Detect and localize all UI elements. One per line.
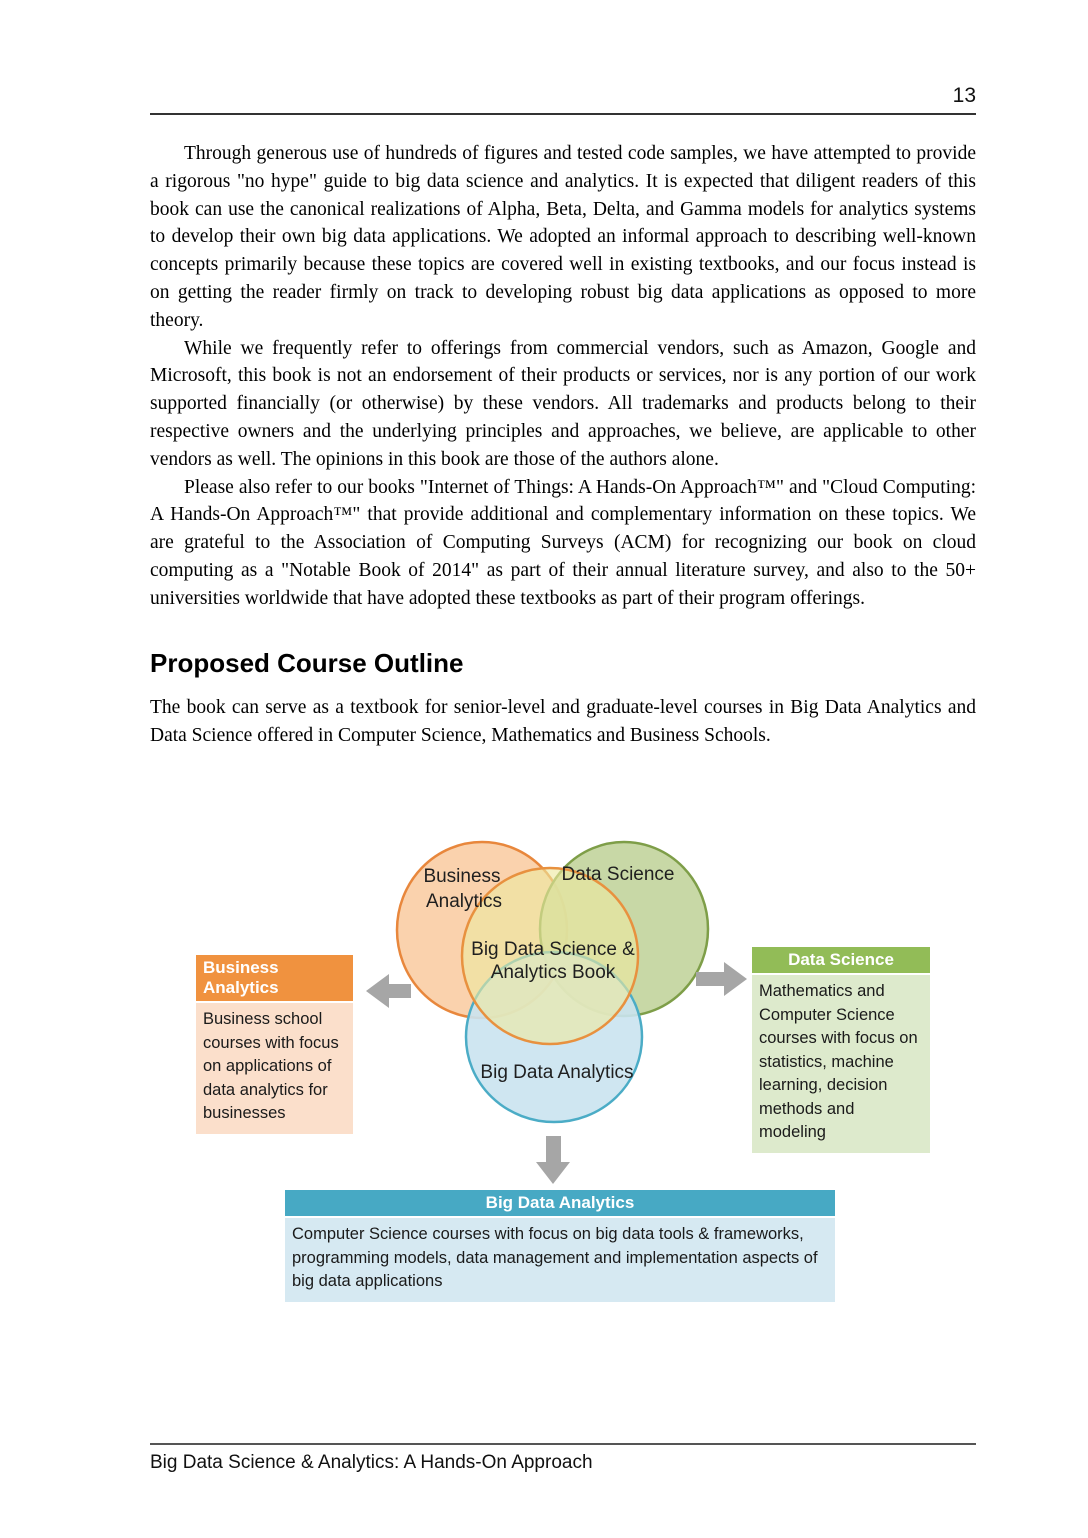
- page-number: 13: [952, 84, 976, 107]
- big-data-analytics-box-title: Big Data Analytics: [285, 1190, 835, 1216]
- arrow-left-icon: [366, 974, 411, 1008]
- footer-book-title: Big Data Science & Analytics: A Hands-On Approach: [150, 1452, 593, 1473]
- paragraph-2: While we frequently refer to offerings from commercial vendors, such as Amazon, Google and Microsoft, this book is not an endorsement of their products or services, nor is any portion of our work supported financially (or otherwise) by these vendors. All trademarks and products belong to their respective owners and the underlying principles and approaches, we believe, are applicable to other vendors as well. The opinions in this book are those of the authors alone.: [150, 337, 976, 470]
- footer-rule: [150, 1443, 976, 1445]
- body-text: [150, 140, 976, 750]
- big-data-analytics-box-body: Computer Science courses with focus on big data tools & frameworks, programming models, data management and implementation aspects of big data applications: [285, 1218, 835, 1302]
- big-data-analytics-circle-label: Big Data Analytics: [480, 1062, 634, 1083]
- arrow-right-icon: [696, 962, 747, 996]
- business-analytics-circle-label-line1: Business: [423, 866, 501, 887]
- center-book-label-line2: Analytics Book: [490, 962, 616, 983]
- course-outline-diagram: [0, 830, 1088, 1310]
- business-analytics-circle-label-line2: Analytics: [425, 891, 503, 912]
- arrow-down-icon: [536, 1136, 570, 1184]
- data-science-box-title: Data Science: [752, 947, 930, 973]
- data-science-circle-label: Data Science: [561, 864, 675, 885]
- center-book-label-line1: Big Data Science &: [471, 939, 635, 960]
- section-title: Proposed Course Outline: [150, 647, 464, 678]
- paragraph-3: Please also refer to our books "Internet of Things: A Hands-On Approach™" and "Cloud Computing: A Hands-On Approach™" that provide additional and complementary information on these topics. We are grateful to the Association of Computing Surveys (ACM) for recognizing our book on cloud computing as a "Notable Book of 2014" as part of their annual literature survey, and also to the 50+ universities worldwide that have adopted these textbooks as part of their program offerings.: [150, 476, 976, 609]
- header-rule: [150, 113, 976, 115]
- section-intro: The book can serve as a textbook for senior-level and graduate-level courses in Big Data Analytics and Data Science offered in Computer Science, Mathematics and Business Schools.: [150, 697, 976, 747]
- business-analytics-box: [196, 955, 353, 1134]
- business-analytics-box-body: Business school courses with focus on applications of data analytics for businesses: [196, 1003, 353, 1134]
- data-science-box-body: Mathematics and Computer Science courses with focus on statistics, machine learning, decision methods and modeling: [752, 975, 930, 1153]
- paragraph-1: Through generous use of hundreds of figures and tested code samples, we have attempted to provide a rigorous "no hype" guide to big data science and analytics. It is expected that diligent readers of this book can use the canonical realizations of Alpha, Beta, Delta, and Gamma models for analytics systems to develop their own big data applications. We adopted an informal approach to describing well-known concepts primarily because these topics are covered well in existing textbooks, and our focus instead is on getting the reader firmly on track to developing robust big data applications as opposed to more theory.: [150, 143, 976, 331]
- data-science-box: [752, 947, 930, 1153]
- business-analytics-box-title: Business Analytics: [196, 955, 353, 1001]
- big-data-analytics-box: [285, 1190, 835, 1302]
